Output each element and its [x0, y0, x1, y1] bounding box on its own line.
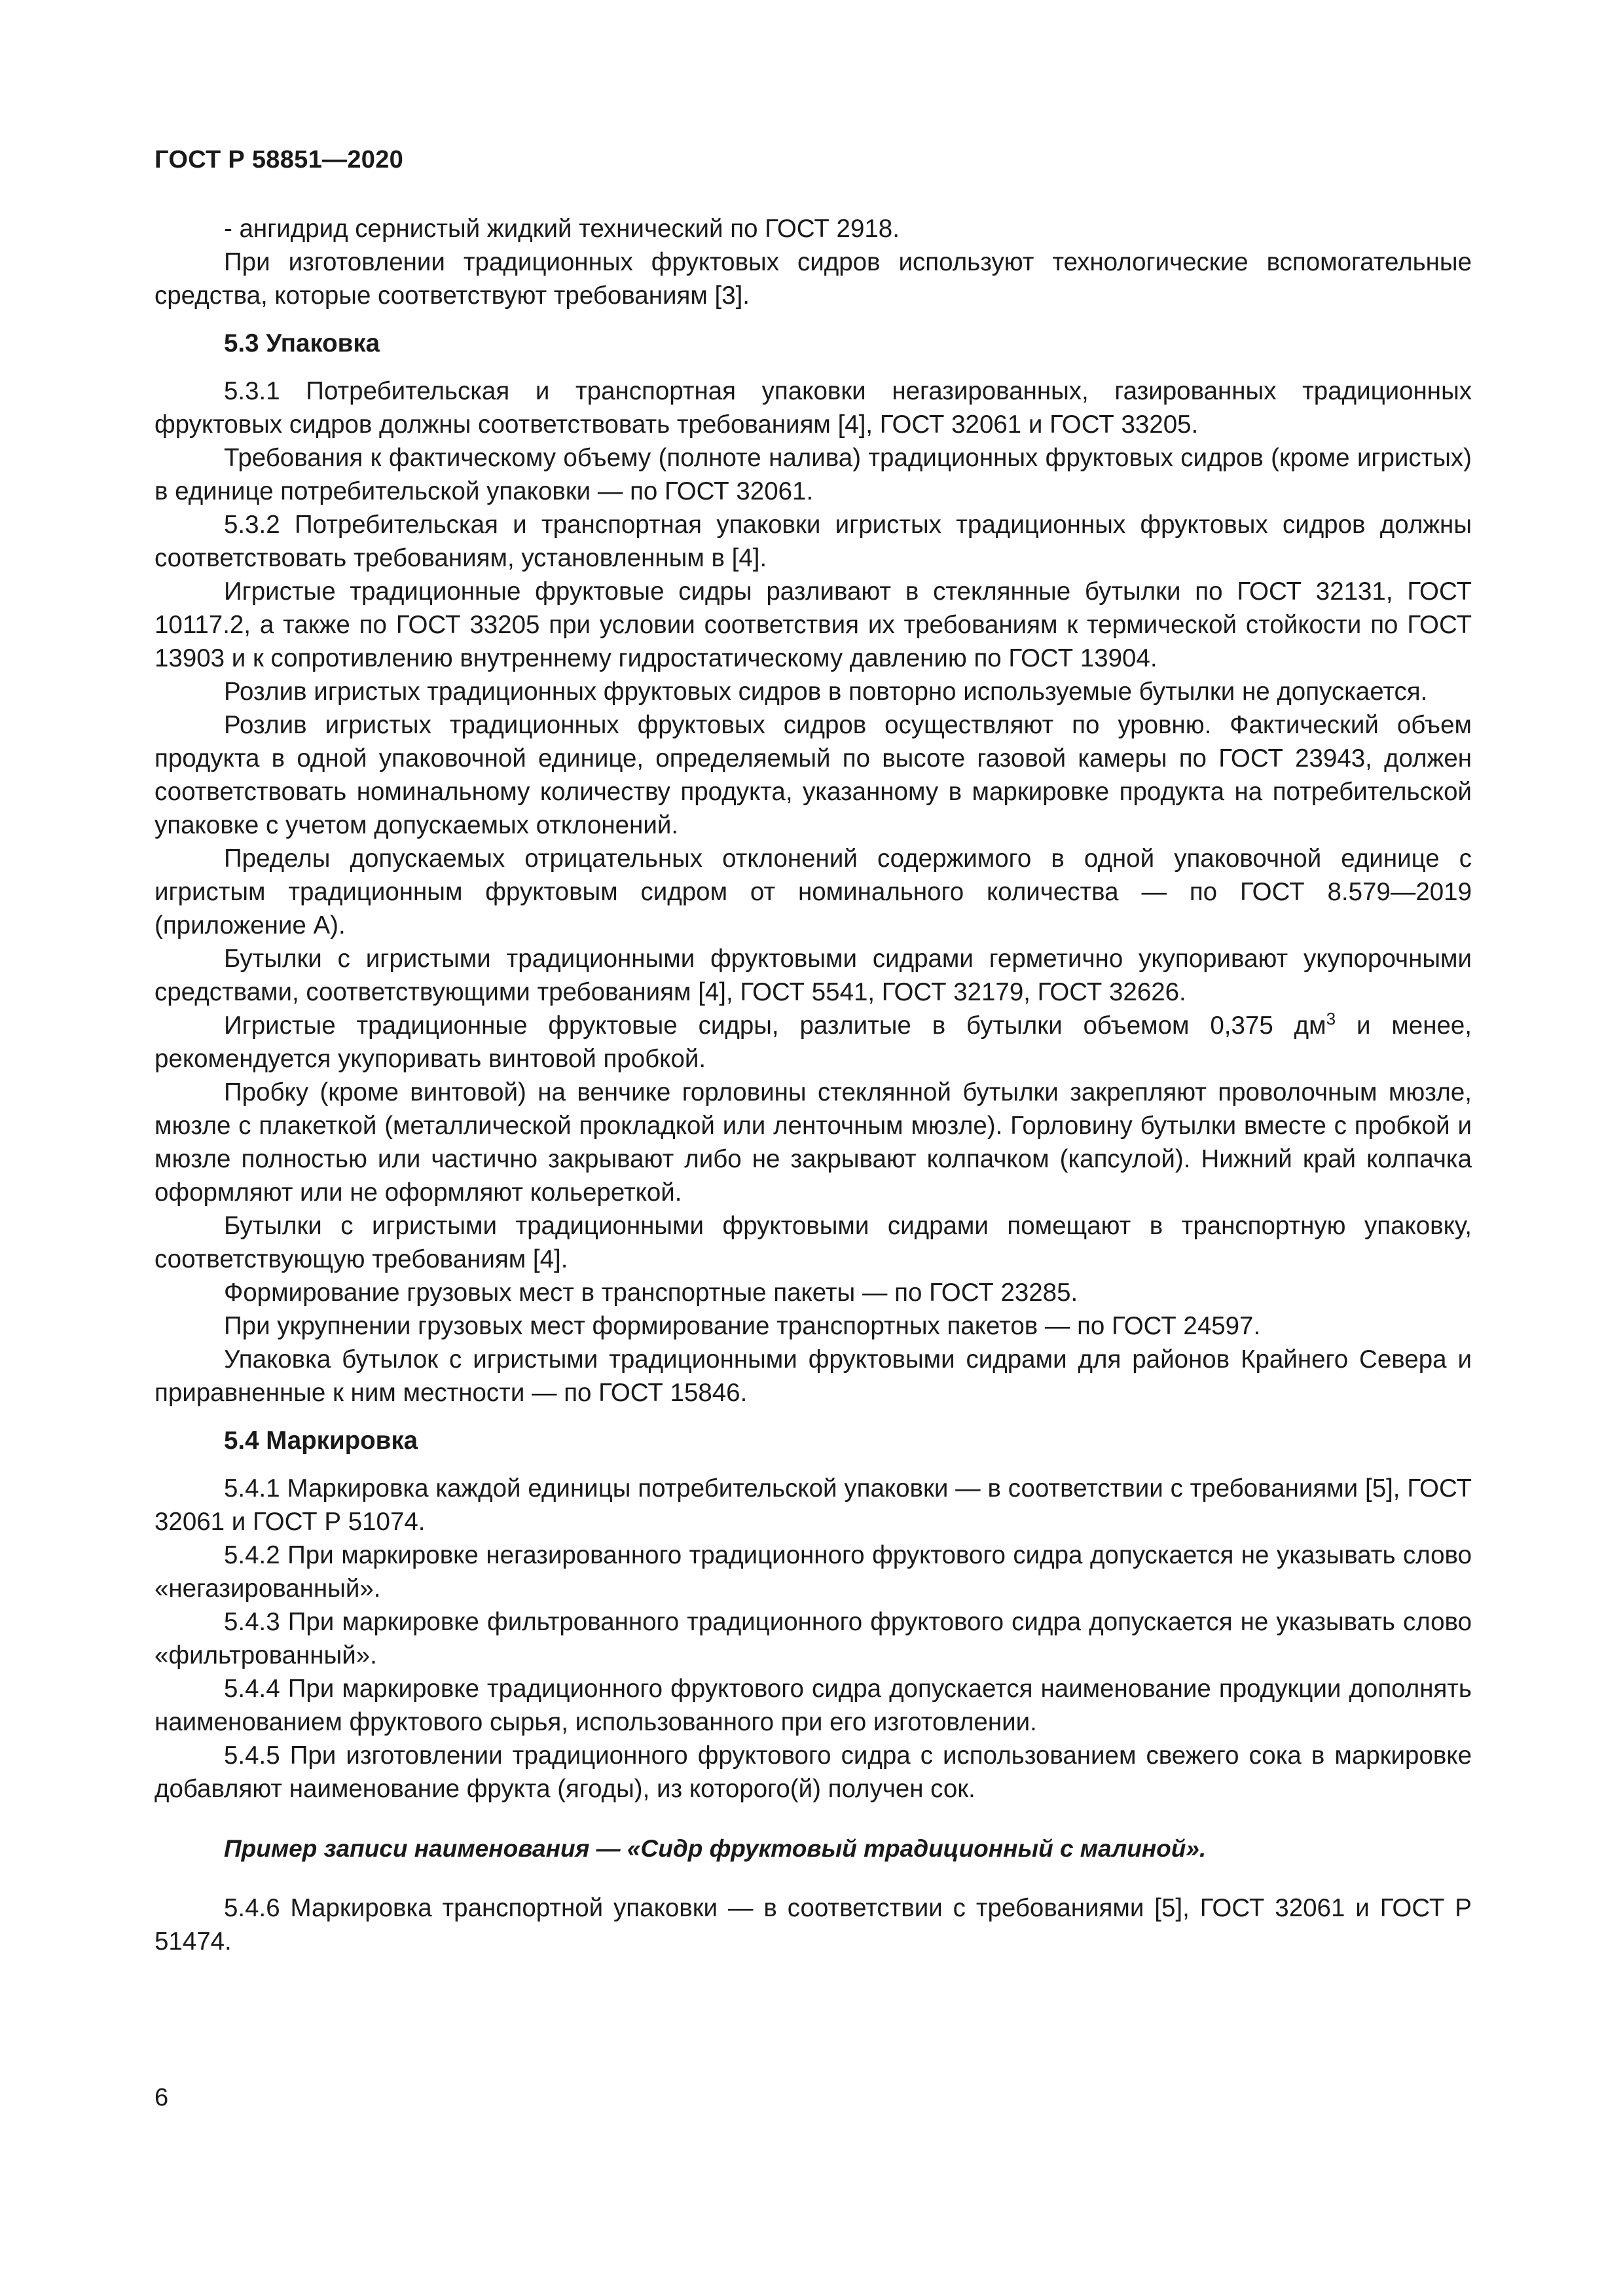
paragraph-5-4-3: 5.4.3 При маркировке фильтрованного традиционного фруктового сидра допускается не указывать слово «фильтрованный». — [155, 1607, 1472, 1669]
paragraph: Игристые традиционные фруктовые сидры разливают в стеклянные бутылки по ГОСТ 32131, ГОСТ 10117.2, а также по ГОСТ 33205 при условии соответствия их требованиям к термической стойкости по ГОСТ 13903 и к сопротивлению внутреннему гидростатическому давлению по ГОСТ 13904. — [155, 577, 1472, 672]
paragraph: При укрупнении грузовых мест формирование транспортных пакетов — по ГОСТ 24597. — [224, 1311, 1261, 1340]
paragraph: Бутылки с игристыми традиционными фруктовыми сидрами герметично укупоривают укупорочными средствами, соответствующими требованиям [4], ГОСТ 5541, ГОСТ 32179, ГОСТ 32626. — [155, 944, 1472, 1006]
superscript-exponent: 3 — [1326, 1008, 1336, 1029]
paragraph: Розлив игристых традиционных фруктовых сидров осуществляют по уровню. Фактический объем продукта в одной упаковочной единице, определяемый по высоте газовой камеры по ГОСТ 23943, должен соответствовать номинальному количеству продукта, указанному в маркировке продукта на потребительской упаковке с учетом допускаемых отклонений. — [155, 710, 1472, 839]
paragraph-5-4-4: 5.4.4 При маркировке традиционного фруктового сидра допускается наименование продукции дополнять наименованием фруктового сырья, использованного при его изготовлении. — [155, 1674, 1472, 1736]
document-header-title: ГОСТ Р 58851—2020 — [155, 146, 404, 173]
paragraph-5-4-6: 5.4.6 Маркировка транспортной упаковки — в соответствии с требованиями [5], ГОСТ 32061 и ГОСТ Р 51474. — [155, 1893, 1472, 1956]
paragraph-5-4-1: 5.4.1 Маркировка каждой единицы потребительской упаковки — в соответствии с требованиями [5], ГОСТ 32061 и ГОСТ Р 51074. — [155, 1474, 1472, 1536]
paragraph: Розлив игристых традиционных фруктовых сидров в повторно используемые бутылки не допускается. — [224, 677, 1428, 706]
paragraph-text: и менее, рекомендуется укупоривать винтовой пробкой. — [155, 1011, 1472, 1073]
intro-paragraph: При изготовлении традиционных фруктовых сидров используют технологические вспомогательные средства, которые соответствуют требованиям [3]. — [155, 247, 1472, 310]
section-heading-packaging: 5.3 Упаковка — [224, 329, 380, 357]
page-number: 6 — [155, 2084, 169, 2111]
paragraph-5-3-1: 5.3.1 Потребительская и транспортная упаковки негазированных, газированных традиционных фруктовых сидров должны соответствовать требованиям [4], ГОСТ 32061 и ГОСТ 33205. — [155, 376, 1472, 439]
document-page — [155, 145, 1472, 1958]
paragraph-5-3-2: 5.3.2 Потребительская и транспортная упаковки игристых традиционных фруктовых сидров должны соответствовать требованиям, установленным в [4]. — [155, 510, 1472, 572]
paragraph: Требования к фактическому объему (полноте налива) традиционных фруктовых сидров (кроме игристых) в единице потребительской упаковки — по ГОСТ 32061. — [155, 443, 1472, 505]
paragraph: Упаковка бутылок с игристыми традиционными фруктовыми сидрами для районов Крайнего Севера и приравненные к ним местности — по ГОСТ 15846. — [155, 1345, 1472, 1407]
paragraph-5-4-5: 5.4.5 При изготовлении традиционного фруктового сидра с использованием свежего сока в маркировке добавляют наименование фрукта (ягоды), из которого(й) получен сок. — [155, 1741, 1472, 1803]
paragraph: Пределы допускаемых отрицательных отклонений содержимого в одной упаковочной единице с игристым традиционным фруктовым сидром от номинального количества — по ГОСТ 8.579—2019 (приложение А). — [155, 844, 1472, 939]
paragraph: Формирование грузовых мест в транспортные пакеты — по ГОСТ 23285. — [224, 1278, 1078, 1307]
paragraph-text: Игристые традиционные фруктовые сидры, разлитые в бутылки объемом 0,375 дм — [224, 1011, 1326, 1040]
section-heading-marking: 5.4 Маркировка — [224, 1426, 418, 1455]
paragraph-5-4-2: 5.4.2 При маркировке негазированного традиционного фруктового сидра допускается не указывать слово «негазированный». — [155, 1540, 1472, 1603]
intro-paragraph: - ангидрид сернистый жидкий технический по ГОСТ 2918. — [224, 214, 900, 243]
paragraph: Пробку (кроме винтовой) на венчике горловины стеклянной бутылки закрепляют проволочным мюзле, мюзле с плакеткой (металлической прокладкой или ленточным мюзле). Горловину бутылки вместе с пробкой и мюзле полностью или частично закрывают либо не закрывают колпачком (капсулой). Нижний край колпачка оформляют или не оформляют кольереткой. — [155, 1078, 1472, 1207]
paragraph: Бутылки с игристыми традиционными фруктовыми сидрами помещают в транспортную упаковку, соответствующую требованиям [4]. — [155, 1211, 1472, 1273]
example-note: Пример записи наименования — «Сидр фруктовый традиционный с малиной». — [224, 1834, 1207, 1862]
paragraph-bottle-volume — [155, 1009, 1472, 1076]
